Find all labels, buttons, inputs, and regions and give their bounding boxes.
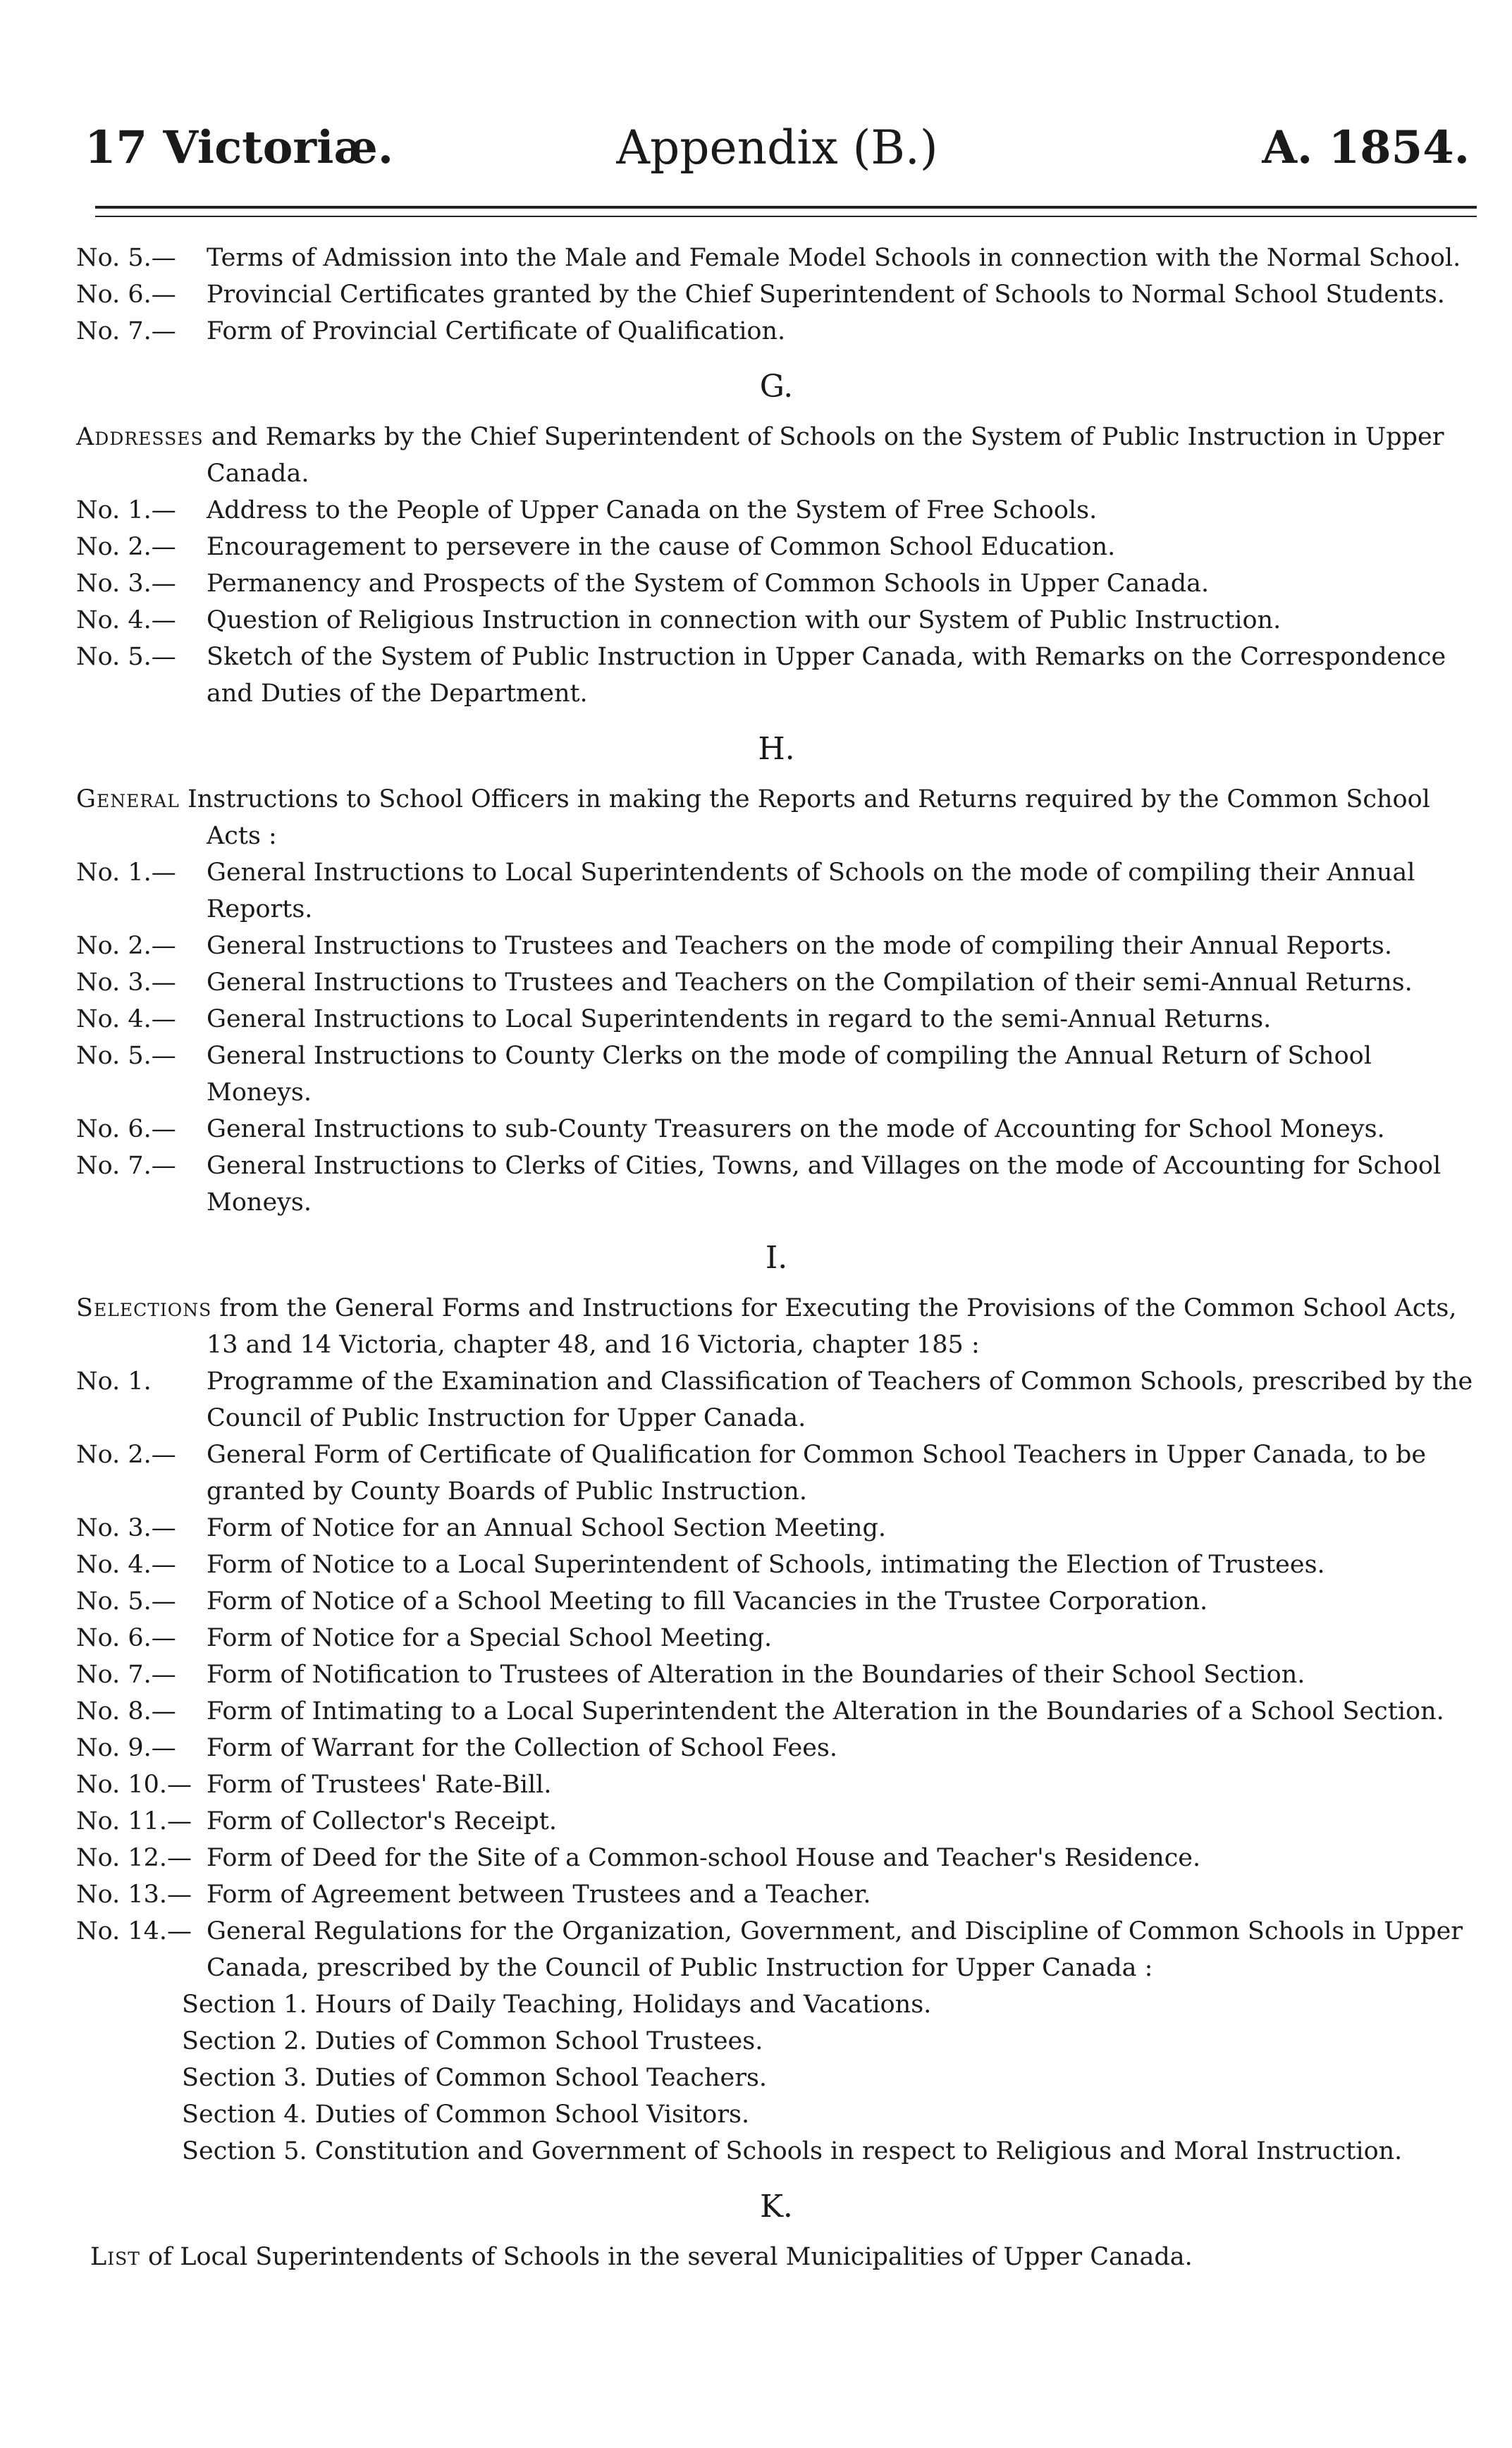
item-number: No. 2.—: [76, 932, 176, 960]
list-item: [76, 1913, 1477, 1986]
item-number: No. 1.—: [76, 859, 176, 887]
document-body: [76, 240, 1477, 2275]
header-title: Appendix (B.): [616, 121, 938, 175]
section-lead-word: Selections: [76, 1294, 212, 1322]
section-letter: I.: [765, 1240, 788, 1276]
list-item: [76, 1620, 1477, 1656]
item-text: Sketch of the System of Public Instruction in Upper Canada, with Remarks on the Correspondence and Duties of the Department.: [207, 643, 1446, 708]
item-number: No. 7.—: [76, 1661, 176, 1689]
item-number: No. 7.—: [76, 1152, 176, 1180]
item-text: General Instructions to Local Superintendents of Schools on the mode of compiling their Annual Reports.: [207, 859, 1415, 923]
list-item: [76, 1546, 1477, 1583]
item-number: No. 9.—: [76, 1734, 176, 1762]
item-number: No. 5.—: [76, 643, 176, 671]
item-number: No. 5.—: [76, 244, 176, 272]
list-item: [76, 1437, 1477, 1510]
section-lead-word: List: [90, 2243, 140, 2271]
list-item: [76, 1363, 1477, 1437]
section-lead: [76, 2239, 1477, 2275]
list-item: [76, 1803, 1477, 1840]
subsection-item: Section 2. Duties of Common School Trustees.: [182, 2027, 763, 2055]
item-number: No. 2.—: [76, 533, 176, 561]
item-text: Provincial Certificates granted by the Chief Superintendent of Schools to Normal School Students.: [207, 281, 1445, 309]
intro-entries: [76, 240, 1477, 350]
item-text: General Instructions to Trustees and Teachers on the Compilation of their semi-Annual Returns.: [207, 968, 1413, 997]
item-number: No. 14.—: [76, 1917, 192, 1945]
item-number: No. 1.—: [76, 496, 176, 524]
section-letter: G.: [759, 369, 794, 405]
list-item: [76, 928, 1477, 964]
list-item: [76, 240, 1477, 276]
item-number: No. 4.—: [76, 1551, 176, 1579]
item-text: Form of Trustees' Rate-Bill.: [207, 1771, 552, 1799]
section-lead-word: General: [76, 785, 180, 813]
list-item: [76, 529, 1477, 565]
section-letter: H.: [758, 731, 795, 767]
item-number: No. 13.—: [76, 1881, 192, 1909]
header-rule-thin: [95, 216, 1477, 217]
item-text: Terms of Admission into the Male and Female Model Schools in connection with the Normal School.: [207, 244, 1461, 272]
item-text: Form of Notice for an Annual School Section Meeting.: [207, 1514, 887, 1542]
header-rule-thick: [95, 206, 1477, 209]
list-item: [76, 1148, 1477, 1221]
item-text: Form of Notification to Trustees of Alteration in the Boundaries of their School Section.: [207, 1661, 1305, 1689]
item-number: No. 6.—: [76, 281, 176, 309]
list-item: [76, 565, 1477, 602]
subsection-item: Section 5. Constitution and Government of Schools in respect to Religious and Moral Instruction.: [182, 2137, 1403, 2165]
item-number: No. 12.—: [76, 1844, 192, 1872]
item-text: Programme of the Examination and Classification of Teachers of Common Schools, prescribed by the Council of Public Instruction for Upper Canada.: [207, 1367, 1473, 1432]
list-item: [76, 854, 1477, 928]
item-text: General Form of Certificate of Qualification for Common School Teachers in Upper Canada, to be granted by County Boards of Public Instruction.: [207, 1441, 1427, 1506]
list-item: [76, 1876, 1477, 1913]
item-text: General Instructions to Local Superintendents in regard to the semi-Annual Returns.: [207, 1005, 1272, 1033]
section-lead-text: and Remarks by the Chief Superintendent of Schools on the System of Public Instruction in Upper Canada.: [203, 423, 1444, 488]
list-item: [76, 1730, 1477, 1766]
list-item: [76, 602, 1477, 639]
item-text: General Instructions to Clerks of Cities, Towns, and Villages on the mode of Accounting for School Moneys.: [207, 1152, 1442, 1217]
item-number: No. 8.—: [76, 1697, 176, 1726]
list-item: [76, 492, 1477, 529]
list-item: [76, 1001, 1477, 1038]
item-text: Question of Religious Instruction in connection with our System of Public Instruction.: [207, 606, 1281, 634]
section-lead-text: of Local Superintendents of Schools in the several Municipalities of Upper Canada.: [140, 2243, 1193, 2271]
subsection-item: Section 1. Hours of Daily Teaching, Holidays and Vacations.: [182, 1991, 932, 2019]
header-left: 17 Victoriæ.: [85, 121, 394, 174]
item-number: No. 3.—: [76, 1514, 176, 1542]
item-number: No. 1.: [76, 1367, 152, 1396]
list-item: [76, 1038, 1477, 1111]
item-text: Form of Collector's Receipt.: [207, 1807, 557, 1835]
list-item: [76, 1766, 1477, 1803]
item-text: General Instructions to County Clerks on the mode of compiling the Annual Return of School Moneys.: [207, 1042, 1372, 1107]
item-number: No. 3.—: [76, 968, 176, 997]
section-lead: [76, 419, 1477, 492]
item-number: No. 4.—: [76, 606, 176, 634]
list-item: [76, 964, 1477, 1001]
list-item: [76, 1656, 1477, 1693]
section-lead: [76, 781, 1477, 854]
sections: [76, 362, 1477, 2275]
list-item: [76, 313, 1477, 350]
item-text: Form of Intimating to a Local Superintendent the Alteration in the Boundaries of a School Section.: [207, 1697, 1444, 1726]
page-header: [85, 113, 1470, 190]
item-text: Form of Notice for a Special School Meeting.: [207, 1624, 773, 1652]
item-text: Form of Provincial Certificate of Qualification.: [207, 317, 786, 345]
section-letter: K.: [760, 2189, 793, 2225]
item-number: No. 3.—: [76, 570, 176, 598]
list-item: [76, 1583, 1477, 1620]
subsection-item: Section 4. Duties of Common School Visitors.: [182, 2101, 750, 2129]
list-item: [76, 1111, 1477, 1148]
item-number: No. 5.—: [76, 1042, 176, 1070]
list-item: [76, 1693, 1477, 1730]
section-lead-text: from the General Forms and Instructions for Executing the Provisions of the Common School Acts, 13 and 14 Victoria, chapter 48, and 16 Victoria, chapter 185 :: [207, 1294, 1457, 1359]
section-lead-word: Addresses: [76, 423, 204, 451]
item-text: Address to the People of Upper Canada on the System of Free Schools.: [207, 496, 1098, 524]
item-text: Permanency and Prospects of the System of Common Schools in Upper Canada.: [207, 570, 1210, 598]
item-number: No. 6.—: [76, 1624, 176, 1652]
item-text: General Instructions to Trustees and Teachers on the mode of compiling their Annual Reports.: [207, 932, 1392, 960]
list-item: [76, 276, 1477, 313]
section-lead: [76, 1290, 1477, 1363]
list-item: [76, 1840, 1477, 1876]
item-text: Form of Deed for the Site of a Common-school House and Teacher's Residence.: [207, 1844, 1201, 1872]
item-number: No. 7.—: [76, 317, 176, 345]
item-text: Encouragement to persevere in the cause of Common School Education.: [207, 533, 1116, 561]
item-number: No. 11.—: [76, 1807, 192, 1835]
item-text: Form of Notice to a Local Superintendent of Schools, intimating the Election of Trustees.: [207, 1551, 1325, 1579]
item-number: No. 2.—: [76, 1441, 176, 1469]
header-right: A. 1854.: [1262, 121, 1470, 174]
section-lead-text: Instructions to School Officers in making the Reports and Returns required by the Common School Acts :: [179, 785, 1430, 850]
item-text: General Instructions to sub-County Treasurers on the mode of Accounting for School Moneys.: [207, 1115, 1385, 1143]
list-item: [76, 1510, 1477, 1546]
item-text: Form of Notice of a School Meeting to fill Vacancies in the Trustee Corporation.: [207, 1587, 1208, 1616]
item-text: General Regulations for the Organization, Government, and Discipline of Common Schools in Upper Canada, prescribed by the Council of Public Instruction for Upper Canada :: [207, 1917, 1463, 1982]
subsection-item: Section 3. Duties of Common School Teachers.: [182, 2064, 768, 2092]
item-number: No. 10.—: [76, 1771, 192, 1799]
item-number: No. 6.—: [76, 1115, 176, 1143]
item-text: Form of Agreement between Trustees and a Teacher.: [207, 1881, 871, 1909]
item-number: No. 4.—: [76, 1005, 176, 1033]
item-number: No. 5.—: [76, 1587, 176, 1616]
list-item: [76, 639, 1477, 712]
item-text: Form of Warrant for the Collection of School Fees.: [207, 1734, 837, 1762]
